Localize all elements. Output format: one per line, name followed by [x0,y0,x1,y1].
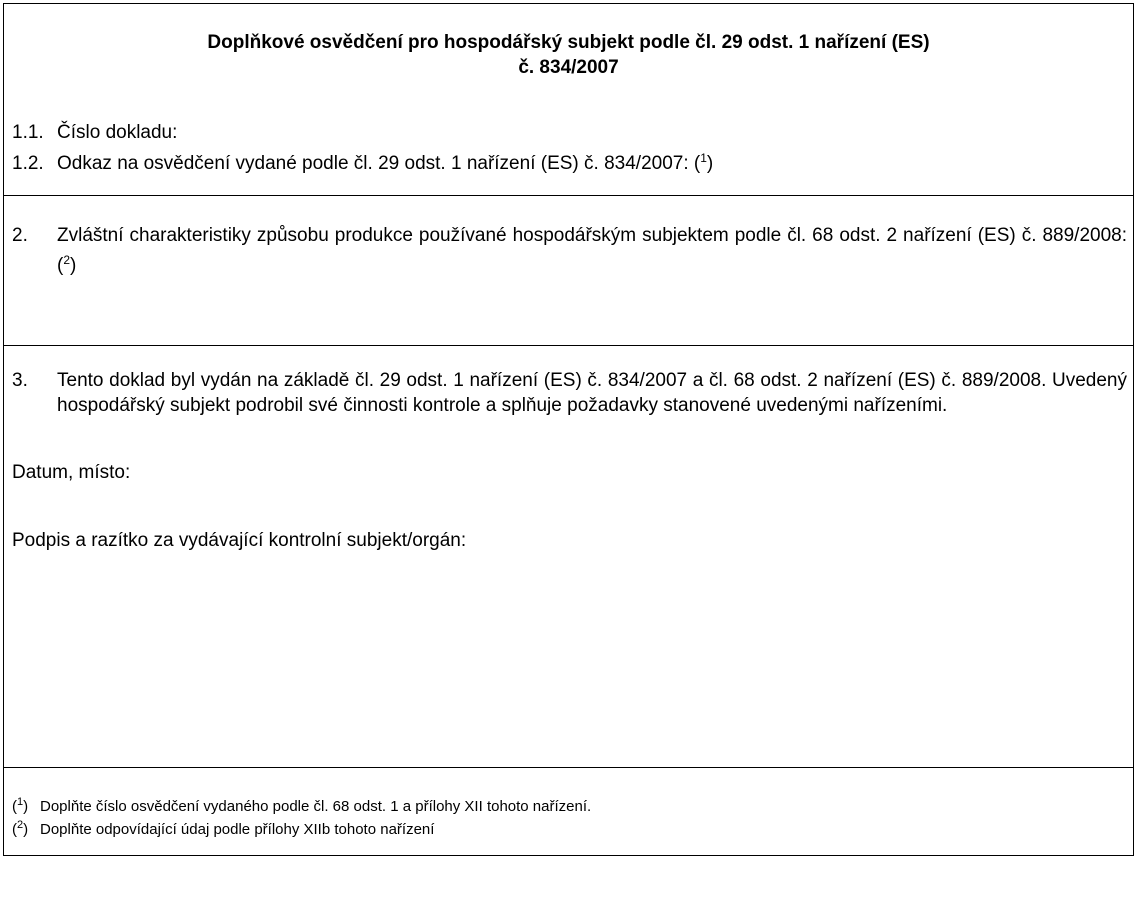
signature-label: Podpis a razítko za vydávající kontrolní subjekt/orgán: [12,530,467,551]
paren-close: ) [706,153,714,174]
item-number: 3. [12,370,28,391]
field-production-characteristics [12,223,1127,278]
field-certificate-reference [12,146,1125,176]
paren-open: ( [12,821,17,838]
paren-close: ) [23,798,29,815]
item-number: 1.1. [12,122,44,143]
paren-close: ) [70,255,77,276]
form-title [4,30,1133,80]
section-production-characteristics [4,195,1133,345]
section-declaration [4,345,1133,767]
paren-close: ) [23,821,29,838]
item-number: 2. [12,225,28,246]
item-label: Odkaz na osvědčení vydané podle čl. 29 odst. 1 nařízení (ES) č. 834/2007: ( [57,153,701,174]
date-place-label: Datum, místo: [12,462,131,483]
footnote-ref: 1 [700,151,707,165]
paren-open: ( [12,798,17,815]
title-line-2: č. 834/2007 [518,57,619,78]
item-label: Číslo dokladu: [57,122,178,143]
footnote-marker: 2 [17,819,24,831]
footnote-marker: 1 [17,796,24,808]
title-line-1: Doplňkové osvědčení pro hospodářský subjekt podle čl. 29 odst. 1 nařízení (ES) [207,32,930,53]
footnote-1 [12,792,591,817]
footnote-text: Doplňte odpovídající údaj podle přílohy XIIb tohoto nařízení [40,821,435,838]
section-header [4,4,1133,195]
footnote-ref: 2 [63,253,71,267]
item-number: 1.2. [12,153,44,174]
certificate-form [3,3,1134,856]
footnote-2 [12,815,434,840]
footnote-text: Doplňte číslo osvědčení vydaného podle čl. 68 odst. 1 a přílohy XII tohoto nařízení. [40,798,592,815]
item-label: Zvláštní charakteristiky způsobu produkce používané hospodářským subjektem podle čl. 68 odst. 2 nařízení (ES) č. 889/2008: ( [57,225,1127,276]
field-document-number [12,120,1125,145]
declaration-body: Tento doklad byl vydán na základě čl. 29 odst. 1 nařízení (ES) č. 834/2007 a čl. 68 odst. 2 nařízení (ES) č. 889/2008. Uvedený hospodářský subjekt podrobil své činnosti kontrole a splňuje požadavky stanovené uvedenými nařízeními. [57,370,1127,416]
section-footnotes [4,767,1133,855]
declaration-text [12,368,1127,418]
